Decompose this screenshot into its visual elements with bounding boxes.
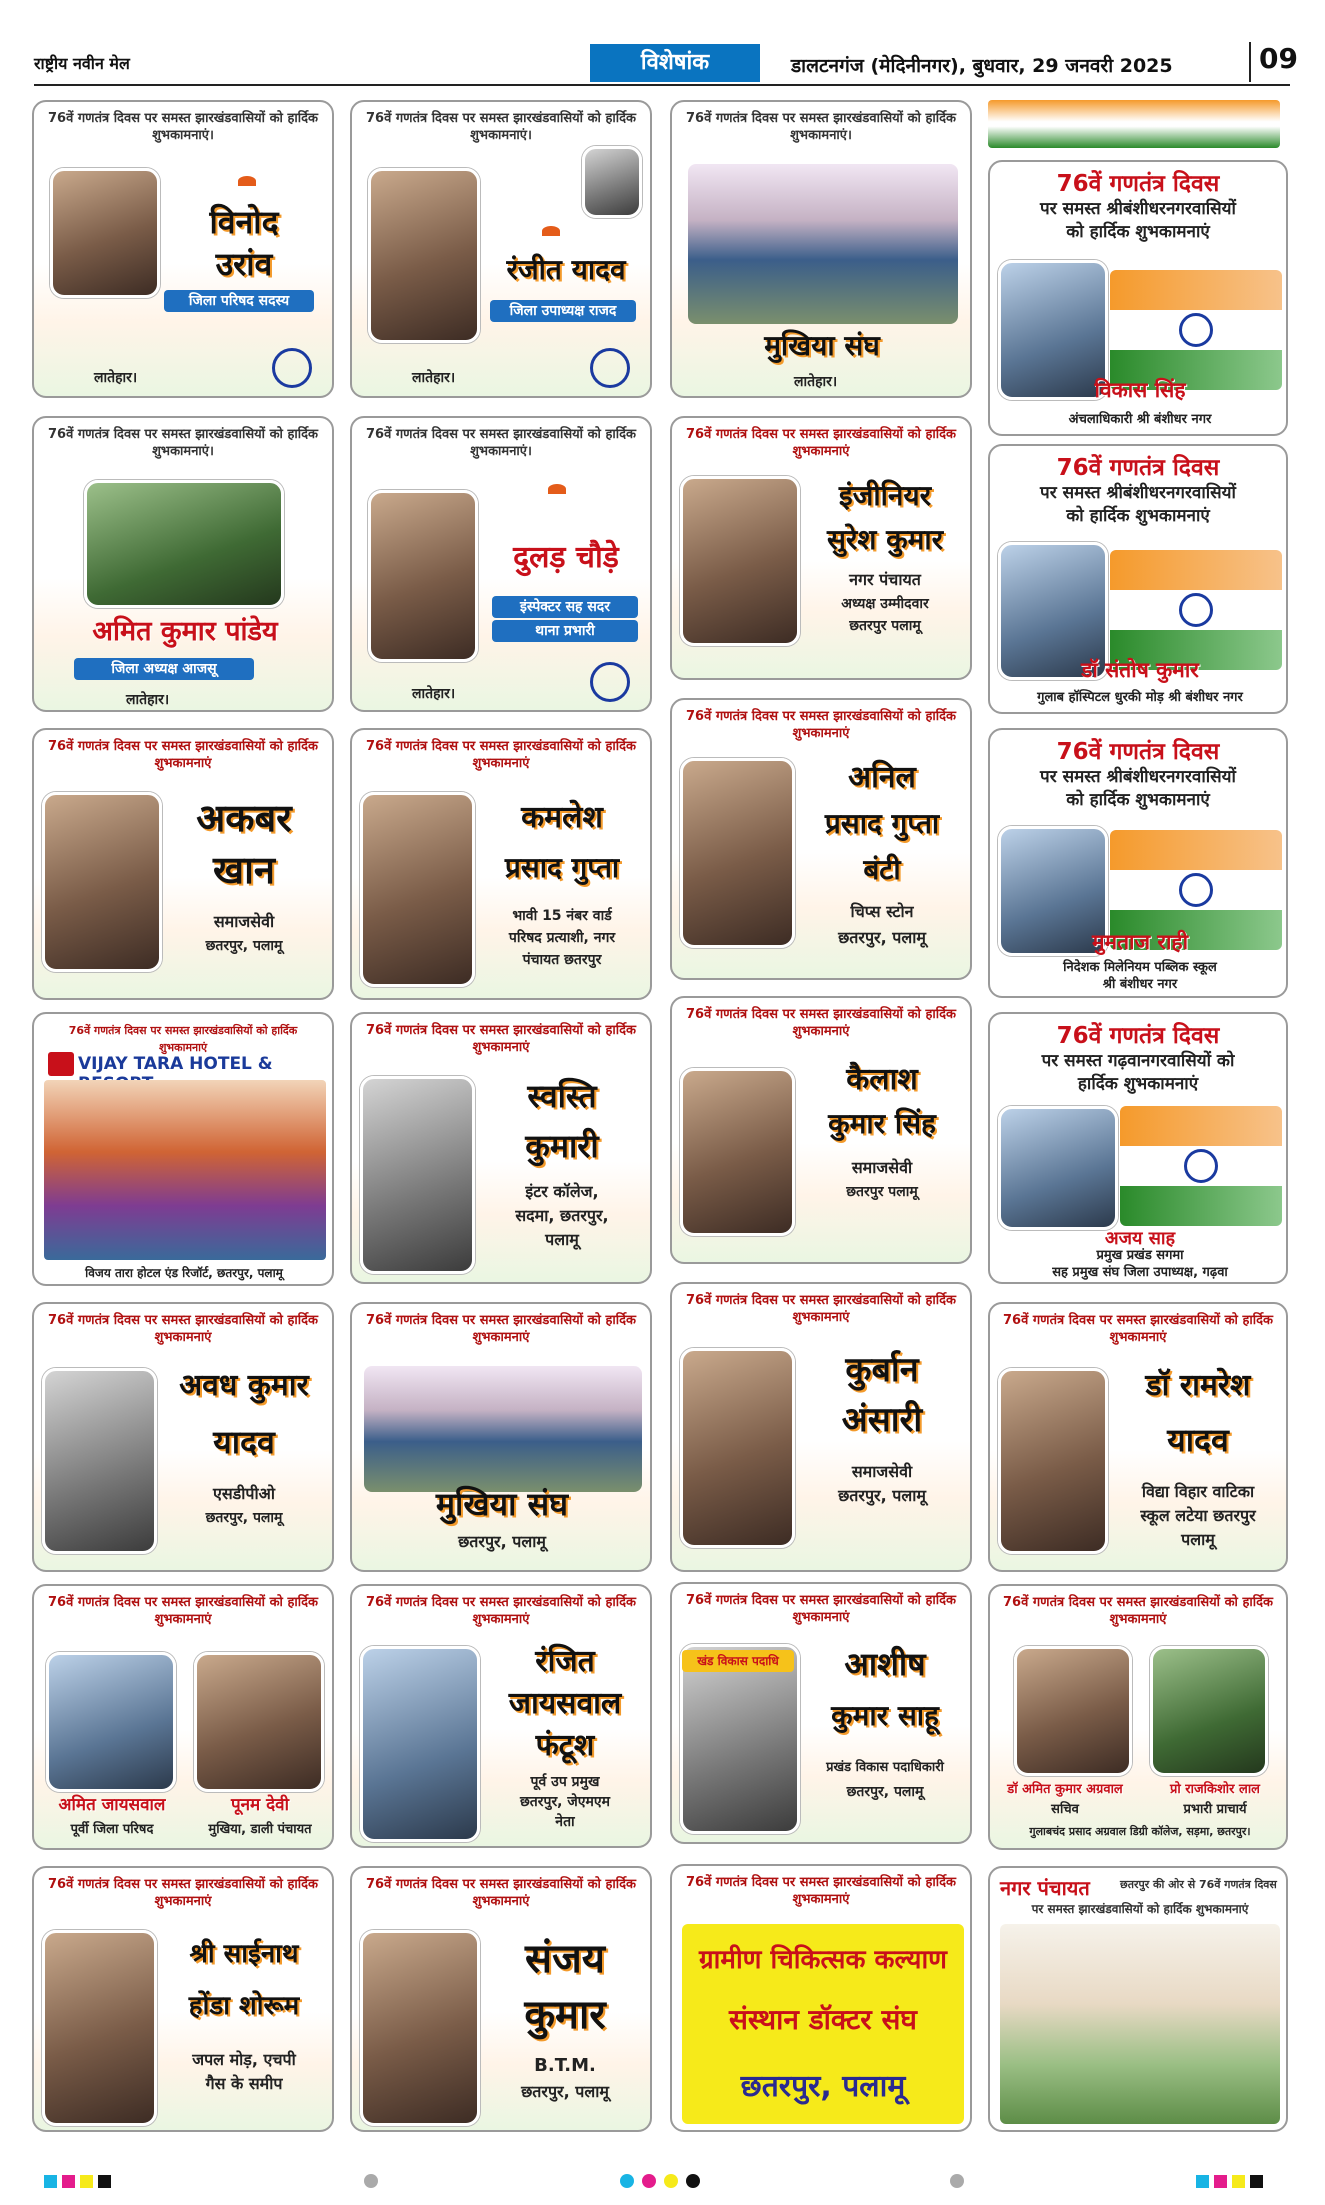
greeting: 76वें गणतंत्र दिवस पर समस्त झारखंडवासियों को हार्दिक शुभकामनाएं।: [366, 111, 636, 143]
info-line-1: B.T.M.: [534, 2055, 596, 2076]
ad-ramresh-yadav: [988, 1302, 1288, 1572]
magenta-reg-dot: [642, 2174, 656, 2188]
building-photo: [1000, 1924, 1280, 2124]
name-label: अजय साह: [1104, 1228, 1176, 1249]
resort-title: VIJAY TARA HOTEL &: [78, 1054, 273, 1074]
yellow-reg-mark: [80, 2175, 93, 2188]
name-label: विकास सिंह: [1094, 378, 1186, 402]
caption-2: सह प्रमुख संघ जिला उपाध्यक्ष, गढ़वा: [1052, 1265, 1228, 1280]
info-line-3: नेता: [555, 1814, 575, 1830]
info-line-2: सदमा, छतरपुर,: [515, 1206, 609, 1225]
info-line-2: गैस के समीप: [205, 2074, 283, 2093]
ad-awadh-yadav: [32, 1302, 334, 1572]
side-sub-2: को हार्दिक शुभकामनाएं: [1066, 506, 1210, 526]
greeting: 76वें गणतंत्र दिवस पर समस्त झारखंडवासियों को हार्दिक शुभकामनाएं: [48, 1877, 318, 1909]
greeting: 76वें गणतंत्र दिवस पर समस्त झारखंडवासियों को हार्दिक शुभकामनाएं: [686, 1875, 956, 1907]
yellow-reg-dot: [664, 2174, 678, 2188]
info-line-2: छतरपुर, पलामू: [205, 938, 283, 954]
association-banner: [682, 1924, 964, 2124]
name-line-2: उरांव: [215, 245, 273, 283]
name-line-3: बंटी: [863, 853, 901, 886]
info-line-2: छतरपुर पलामू: [846, 1184, 918, 1200]
side-sub-1: पर समस्त श्रीबंशीधरनगरवासियों: [1040, 199, 1236, 219]
post-label: जिला उपाध्यक्ष राजद: [490, 300, 636, 322]
portrait-photo: [680, 758, 795, 948]
name-line-1: आशीष: [844, 1645, 926, 1683]
banner-line-2: संस्थान डॉक्टर संघ: [729, 2003, 917, 2036]
portrait-photo: [998, 1106, 1118, 1230]
info-line-2: अध्यक्ष उम्मीदवार: [841, 596, 929, 612]
ad-amit-pandey: [32, 416, 334, 712]
caption: गुलाब हॉस्पिटल धुरकी मोड़ श्री बंशीधर नगर: [1037, 690, 1243, 705]
post-2: प्रभारी प्राचार्य: [1183, 1802, 1247, 1817]
info-line-1: समाजसेवी: [851, 1158, 913, 1177]
info-line-2: परिषद प्रत्याशी, नगर: [508, 930, 616, 946]
greeting: 76वें गणतंत्र दिवस पर समस्त झारखंडवासियों को हार्दिक शुभकामनाएं।: [48, 111, 318, 143]
name-label: दुलड़ चौड़े: [513, 540, 619, 575]
name-line-1: अवध कुमार: [179, 1368, 309, 1403]
side-sub-1: पर समस्त श्रीबंशीधरनगरवासियों: [1040, 483, 1236, 503]
place-label: लातेहार।: [126, 692, 170, 708]
ad-anil-gupta: [670, 698, 972, 980]
greeting: 76वें गणतंत्र दिवस पर समस्त झारखंडवासियों को हार्दिक शुभकामनाएं: [686, 427, 956, 459]
name-line-2: कुमारी: [525, 1127, 599, 1165]
info-line-2: छतरपुर, पलामू: [521, 2082, 609, 2101]
info-line-1: प्रखंड विकास पदाधिकारी: [826, 1760, 944, 1775]
page-number: 09: [1249, 42, 1298, 82]
portrait-photo: [50, 168, 160, 298]
post-label-2: थाना प्रभारी: [492, 620, 638, 642]
ad-mukhiya-sangh-latehar: [670, 100, 972, 398]
portrait-photo: [368, 490, 478, 662]
side-title: 76वें गणतंत्र दिवस: [1056, 739, 1220, 765]
name-line-3: फंटूश: [535, 1728, 595, 1763]
nagar-sub-2: पर समस्त झारखंडवासियों को हार्दिक शुभकामनाएं: [1031, 1902, 1249, 1916]
name-label: मुखिया संघ: [435, 1485, 569, 1523]
post-label-1: इंस्पेक्टर सह सदर: [492, 596, 638, 618]
info-line-3: पंचायत छतरपुर: [522, 952, 602, 968]
name-1: अमित जायसवाल: [58, 1795, 166, 1815]
ad-mukhiya-sangh-chhatarpur: [350, 1302, 652, 1572]
caption-1: प्रमुख प्रखंड सगमा: [1096, 1248, 1184, 1263]
portrait-photo: [680, 1348, 795, 1548]
bird-icon: [238, 176, 256, 186]
name-line-1: इंजीनियर: [838, 479, 932, 512]
portrait-photo: [84, 480, 284, 608]
portrait-photo: [680, 1068, 795, 1236]
info-line-3: पलामू: [1181, 1530, 1215, 1549]
grey-reg-dot: [364, 2174, 378, 2188]
bird-icon: [542, 226, 560, 236]
info-line-1: विद्या विहार वाटिका: [1141, 1482, 1255, 1501]
magenta-reg-mark-2: [1214, 2175, 1227, 2188]
place-label: लातेहार।: [94, 370, 138, 386]
ad-jaiswal-devi: [32, 1584, 334, 1850]
name-2: पूनम देवी: [230, 1795, 290, 1815]
side-sub-2: को हार्दिक शुभकामनाएं: [1066, 790, 1210, 810]
magenta-reg-mark: [62, 2175, 75, 2188]
post-1: पूर्वी जिला परिषद: [70, 1822, 154, 1837]
side-sub-2: को हार्दिक शुभकामनाएं: [1066, 222, 1210, 242]
group-photo: [688, 164, 958, 324]
name-line-2: कुमार साहू: [831, 1699, 939, 1732]
greeting: 76वें गणतंत्र दिवस पर समस्त झारखंडवासियों को हार्दिक शुभकामनाएं: [366, 1877, 636, 1909]
info-line-1: पूर्व उप प्रमुख: [530, 1774, 600, 1790]
ashoka-chakra-icon: [272, 348, 312, 388]
ad-suresh-kumar: [670, 416, 972, 680]
yellow-reg-mark-2: [1232, 2175, 1245, 2188]
ad-vijay-tara-resort: [32, 1012, 334, 1286]
side-ad-ajay-sah: [988, 1012, 1288, 1284]
banner-line-3: छतरपुर, पलामू: [740, 2069, 906, 2104]
ad-kurban-ansari: [670, 1282, 972, 1572]
place-label: लातेहार।: [412, 686, 456, 702]
portrait-photo: [42, 792, 162, 972]
portrait-photo: [680, 1644, 800, 1834]
name-line-2: होंडा शोरूम: [188, 1991, 300, 2021]
nagar-sub-1: छतरपुर की ओर से 76वें गणतंत्र दिवस: [1120, 1878, 1277, 1891]
name-line-1: डॉ रामरेश: [1145, 1368, 1251, 1403]
post-2: मुखिया, डाली पंचायत: [208, 1822, 312, 1837]
cyan-reg-mark-2: [1196, 2175, 1209, 2188]
portrait-photo: [360, 792, 475, 987]
name-label: रंजीत यादव: [506, 253, 626, 286]
info-line-1: नगर पंचायत: [849, 570, 921, 589]
ad-agrawal-college: [988, 1584, 1288, 1850]
portrait-photo: [360, 1076, 475, 1274]
name-line-2: यादव: [1167, 1421, 1229, 1459]
info-line-3: छतरपुर पलामू: [849, 618, 921, 634]
group-photo: [364, 1366, 642, 1492]
info-line-2: छतरपुर, पलामू: [846, 1784, 924, 1800]
caption-2: श्री बंशीधर नगर: [1102, 977, 1178, 992]
name-label: मुखिया संघ: [764, 329, 880, 362]
ashoka-chakra-icon: [590, 662, 630, 702]
info-line-2: स्कूल लटेया छतरपुर: [1140, 1506, 1256, 1525]
indian-flag-image: [1120, 1106, 1282, 1226]
side-sub-1: पर समस्त श्रीबंशीधरनगरवासियों: [1040, 767, 1236, 787]
name-line-2: जायसवाल: [508, 1686, 622, 1721]
name-line-2: प्रसाद गुप्ता: [824, 807, 940, 840]
grey-reg-dot-2: [950, 2174, 964, 2188]
greeting: 76वें गणतंत्र दिवस पर समस्त झारखंडवासियों को हार्दिक शुभकामनाएं: [68, 1024, 298, 1054]
ad-dulad-chaude: [350, 416, 652, 712]
indian-flag-image: [1110, 550, 1282, 670]
page-header: [34, 42, 1298, 86]
newspaper-logo: राष्ट्रीय नवीन मेल: [34, 54, 130, 73]
name-line-1: स्वस्ति: [527, 1077, 597, 1115]
black-reg-dot: [686, 2174, 700, 2188]
info-line-1: चिप्स स्टोन: [850, 902, 914, 921]
post-label: जिला अध्यक्ष आजसू: [74, 658, 254, 680]
name-1: डॉ अमित कुमार अग्रवाल: [1007, 1782, 1123, 1797]
name-line-1: अनिल: [848, 760, 916, 795]
portrait-photo: [680, 476, 800, 646]
post-1: सचिव: [1051, 1802, 1079, 1817]
greeting: 76वें गणतंत्र दिवस पर समस्त झारखंडवासियों को हार्दिक शुभकामनाएं: [366, 1595, 636, 1627]
info-line-1: भावी 15 नंबर वार्ड: [512, 908, 612, 924]
ad-ashish-sahu: [670, 1582, 972, 1844]
name-line-2: कुमार सिंह: [828, 1107, 936, 1140]
ad-ranjit-jaiswal: [350, 1584, 652, 1848]
greeting: 76वें गणतंत्र दिवस पर समस्त झारखंडवासियों को हार्दिक शुभकामनाएं: [686, 1293, 956, 1325]
side-title: 76वें गणतंत्र दिवस: [1056, 455, 1220, 481]
greeting: 76वें गणतंत्र दिवस पर समस्त झारखंडवासियों को हार्दिक शुभकामनाएं।: [48, 427, 318, 459]
portrait-photo-2: [1150, 1646, 1268, 1776]
ad-kamlesh-gupta: [350, 728, 652, 1000]
greeting: 76वें गणतंत्र दिवस पर समस्त झारखंडवासियों को हार्दिक शुभकामनाएं: [366, 1313, 636, 1345]
name-line-2: अंसारी: [841, 1400, 923, 1440]
name-line-2: सुरेश कुमार: [826, 523, 944, 556]
greeting: 76वें गणतंत्र दिवस पर समस्त झारखंडवासियों को हार्दिक शुभकामनाएं: [1003, 1313, 1273, 1345]
name-label: अमित कुमार पांडेय: [92, 616, 278, 647]
name-line-1: श्री साईनाथ: [189, 1939, 299, 1969]
caption-1: निदेशक मिलेनियम पब्लिक स्कूल: [1063, 960, 1217, 975]
name-label: डॉ संतोष कुमार: [1081, 658, 1199, 682]
side-ad-mumtaz-rahi: [988, 728, 1288, 998]
name-line-1: रंजित: [535, 1644, 595, 1679]
ad-gramin-chikitsak: [670, 1864, 972, 2132]
name-line-2: कुमार: [524, 1992, 606, 2038]
info-line-1: एसडीपीओ: [213, 1484, 275, 1503]
info-line-3: पलामू: [545, 1230, 579, 1249]
resort-photo: [44, 1080, 326, 1260]
portrait-photo-1: [1014, 1646, 1132, 1776]
ad-nagar-panchayat: [988, 1866, 1288, 2132]
info-line-1: जपल मोड़, एचपी: [192, 2050, 296, 2069]
side-ad-vikas-singh: [988, 160, 1288, 436]
info-line-1: इंटर कॉलेज,: [525, 1182, 599, 1201]
side-title: 76वें गणतंत्र दिवस: [1056, 171, 1220, 197]
greeting: 76वें गणतंत्र दिवस पर समस्त झारखंडवासियों को हार्दिक शुभकामनाएं: [686, 1007, 956, 1039]
greeting: 76वें गणतंत्र दिवस पर समस्त झारखंडवासियों को हार्दिक शुभकामनाएं: [48, 1595, 318, 1627]
portrait-photo: [360, 1646, 480, 1842]
black-reg-mark: [98, 2175, 111, 2188]
name-line-2: प्रसाद गुप्ता: [504, 851, 620, 884]
name-line-1: कमलेश: [521, 800, 603, 835]
black-reg-mark-2: [1250, 2175, 1263, 2188]
section-label: विशेषांक: [590, 44, 760, 82]
place-label: लातेहार।: [794, 374, 838, 390]
ad-sanjay-kumar: [350, 1866, 652, 2132]
greeting: 76वें गणतंत्र दिवस पर समस्त झारखंडवासियों को हार्दिक शुभकामनाएं: [1003, 1595, 1273, 1627]
info-line-1: छतरपुर, पलामू: [458, 1532, 546, 1551]
cyan-reg-dot: [620, 2174, 634, 2188]
portrait-photo: [998, 1368, 1108, 1554]
inset-photo: [582, 146, 642, 218]
name-line-2: यादव: [213, 1423, 275, 1461]
bird-icon: [548, 484, 566, 494]
name-line-1: विनोद: [209, 203, 279, 241]
cyan-reg-mark: [44, 2175, 57, 2188]
post-label: जिला परिषद सदस्य: [164, 290, 314, 312]
greeting: 76वें गणतंत्र दिवस पर समस्त झारखंडवासियों को हार्दिक शुभकामनाएं: [686, 709, 956, 741]
ad-sainath-honda: [32, 1866, 334, 2132]
greeting: 76वें गणतंत्र दिवस पर समस्त झारखंडवासियों को हार्दिक शुभकामनाएं: [366, 1023, 636, 1055]
caption: विजय तारा होटल एंड रिजॉर्ट, छतरपुर, पलामू: [85, 1266, 283, 1280]
name-line-1: संजय: [525, 1936, 605, 1982]
ad-akbar-khan: [32, 728, 334, 1000]
greeting: 76वें गणतंत्र दिवस पर समस्त झारखंडवासियों को हार्दिक शुभकामनाएं: [686, 1593, 956, 1625]
name-line-1: कुर्बान: [845, 1350, 919, 1390]
ashoka-chakra-icon: [590, 348, 630, 388]
side-title: 76वें गणतंत्र दिवस: [1056, 1023, 1220, 1049]
portrait-photo-1: [46, 1652, 176, 1792]
college-caption: गुलाबचंद प्रसाद अग्रवाल डिग्री कॉलेज, सड़मा, छतरपुर।: [1029, 1825, 1251, 1838]
name-2: प्रो राजकिशोर लाल: [1169, 1782, 1261, 1797]
info-line-1: समाजसेवी: [851, 1462, 913, 1481]
resort-logo-icon: [48, 1052, 74, 1076]
portrait-photo: [368, 168, 480, 343]
ad-swasti-kumari: [350, 1012, 652, 1284]
name-label: मुमताज राही: [1091, 930, 1189, 954]
caption: अंचलाधिकारी श्री बंशीधर नगर: [1068, 412, 1212, 427]
side-sub-2: हार्दिक शुभकामनाएं: [1077, 1074, 1199, 1094]
indian-flag-image: [1110, 270, 1282, 390]
info-line-2: छतरपुर, पलामू: [838, 928, 926, 947]
ad-vinod-uraon: [32, 100, 334, 398]
side-ad-santosh-kumar: [988, 444, 1288, 714]
info-line-2: छतरपुर, जेएमएम: [519, 1794, 610, 1810]
banner-line-1: ग्रामीण चिकित्सक कल्याण: [699, 1945, 947, 1975]
tricolor-banner: [988, 100, 1280, 148]
greeting: 76वें गणतंत्र दिवस पर समस्त झारखंडवासियों को हार्दिक शुभकामनाएं।: [366, 427, 636, 459]
portrait-photo-2: [194, 1652, 324, 1792]
greeting: 76वें गणतंत्र दिवस पर समस्त झारखंडवासियों को हार्दिक शुभकामनाएं: [48, 1313, 318, 1345]
name-line-2: खान: [212, 848, 276, 892]
greeting: 76वें गणतंत्र दिवस पर समस्त झारखंडवासियों को हार्दिक शुभकामनाएं: [48, 739, 318, 771]
place-label: लातेहार।: [412, 370, 456, 386]
nagar-title: नगर पंचायत: [1000, 1876, 1090, 1900]
portrait-photo: [360, 1930, 480, 2126]
side-sub-1: पर समस्त गढ़वानगरवासियों को: [1041, 1051, 1235, 1071]
greeting: 76वें गणतंत्र दिवस पर समस्त झारखंडवासियों को हार्दिक शुभकामनाएं।: [686, 111, 956, 143]
info-line-2: छतरपुर, पलामू: [838, 1486, 926, 1505]
portrait-photo: [42, 1930, 157, 2126]
dateline: डालटनगंज (मेदिनीनगर), बुधवार, 29 जनवरी 2025: [791, 55, 1173, 77]
ad-kailash-singh: [670, 996, 972, 1264]
name-line-1: अकबर: [196, 796, 292, 840]
info-line-2: छतरपुर, पलामू: [205, 1510, 283, 1526]
greeting: 76वें गणतंत्र दिवस पर समस्त झारखंडवासियों को हार्दिक शुभकामनाएं: [366, 739, 636, 771]
ad-ranjit-yadav: [350, 100, 652, 398]
office-banner: खंड विकास पदाधि: [682, 1650, 794, 1672]
portrait-photo: [42, 1368, 157, 1554]
info-line-1: समाजसेवी: [213, 912, 275, 931]
name-line-1: कैलाश: [846, 1062, 918, 1097]
